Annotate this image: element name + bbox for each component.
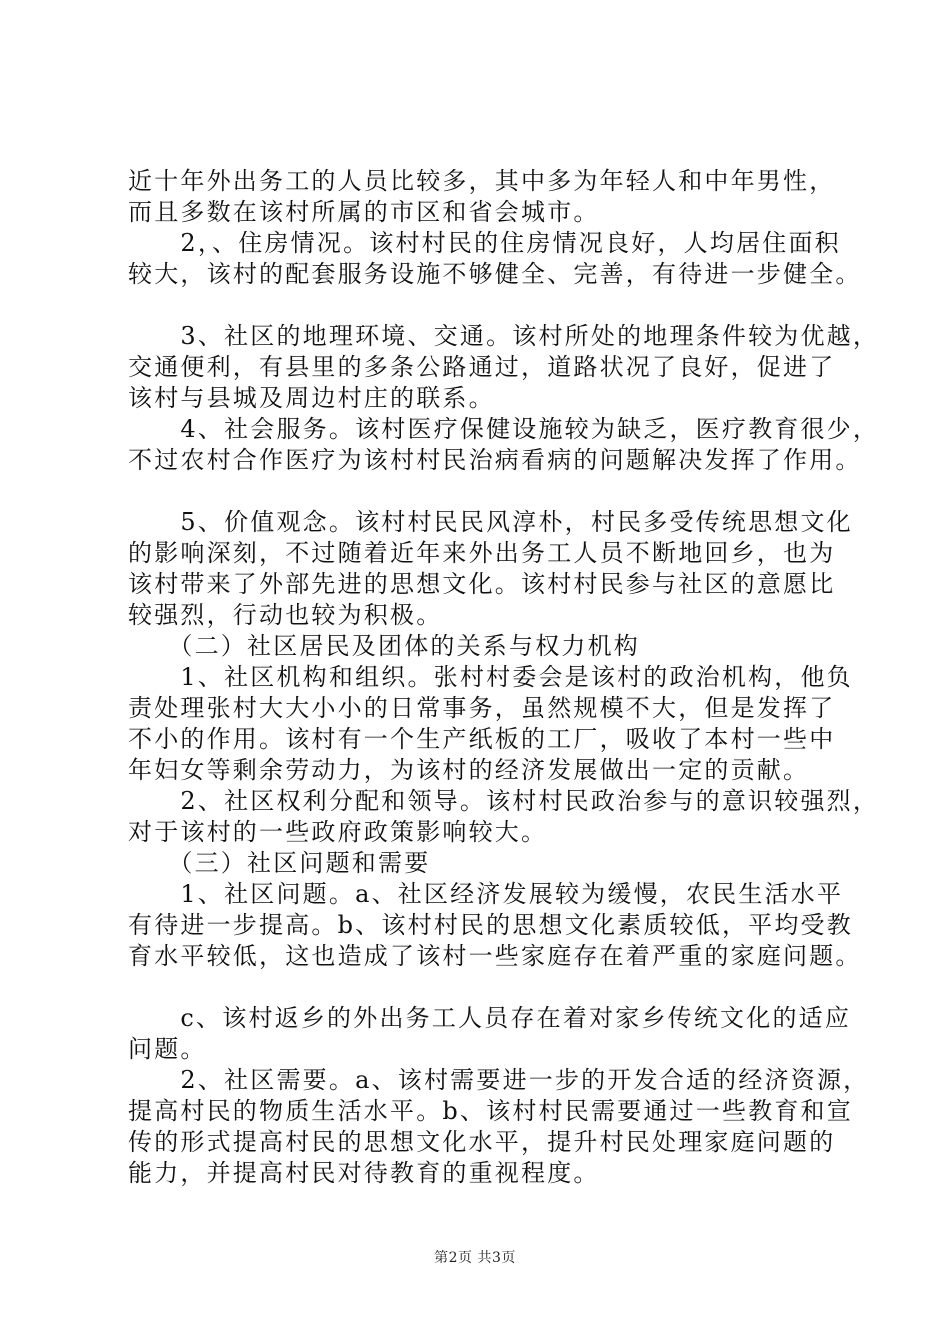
text-line: 不过农村合作医疗为该村村民治病看病的问题解决发挥了作用。	[128, 446, 862, 474]
text-line: 较大，该村的配套服务设施不够健全、完善，有待进一步健全。	[128, 260, 862, 288]
text-line: 能力，并提高村民对待教育的重视程度。	[128, 1159, 600, 1187]
text-line: 3、社区的地理环境、交通。该村所处的地理条件较为优越，	[128, 322, 880, 350]
text-line: 2，、住房情况。该村村民的住房情况良好，人均居住面积	[128, 229, 841, 257]
text-line: 该村带来了外部先进的思想文化。该村村民参与社区的意愿比	[128, 570, 836, 598]
text-line: 责处理张村大大小小的日常事务，虽然规模不大，但是发挥了	[128, 694, 836, 722]
blank-line	[128, 972, 858, 1003]
text-line: 育水平较低，这也造成了该村一些家庭存在着严重的家庭问题。	[128, 942, 862, 970]
document-body	[128, 166, 880, 1189]
text-line: 5、价值观念。该村村民民风淳朴，村民多受传统思想文化	[128, 508, 853, 536]
text-line: 1、社区问题。a、社区经济发展较为缓慢，农民生活水平	[128, 880, 844, 908]
text-line: 较强烈，行动也较为积极。	[128, 601, 443, 629]
text-line: （二）社区居民及团体的关系与权力机构	[128, 632, 640, 660]
text-line: 问题。	[128, 1035, 207, 1063]
blank-line	[128, 476, 858, 507]
text-line: 而且多数在该村所属的市区和省会城市。	[128, 198, 600, 226]
text-line: 不小的作用。该村有一个生产纸板的工厂，吸收了本村一些中	[128, 725, 836, 753]
text-line: 1、社区机构和组织。张村村委会是该村的政治机构，他负	[128, 663, 853, 691]
text-line: 提高村民的物质生活水平。b、该村村民需要通过一些教育和宣	[128, 1097, 853, 1125]
text-line: 2、社区权利分配和领导。该村村民政治参与的意识较强烈，	[128, 787, 880, 815]
text-line: 传的形式提高村民的思想文化水平，提升村民处理家庭问题的	[128, 1128, 836, 1156]
text-line: 该村与县城及周边村庄的联系。	[128, 384, 495, 412]
blank-line	[128, 290, 858, 321]
text-line: 有待进一步提高。b、该村村民的思想文化素质较低，平均受教	[128, 911, 853, 939]
text-line: 对于该村的一些政府政策影响较大。	[128, 818, 548, 846]
text-line: （三）社区问题和需要	[128, 849, 431, 877]
text-line: 交通便利，有县里的多条公路通过，道路状况了良好，促进了	[128, 353, 836, 381]
text-line: 近十年外出务工的人员比较多，其中多为年轻人和中年男性，	[128, 167, 836, 195]
page-footer: 第2页 共3页	[434, 1250, 516, 1266]
text-line: 年妇女等剩余劳动力，为该村的经济发展做出一定的贡献。	[128, 756, 810, 784]
text-line: 4、社会服务。该村医疗保健设施较为缺乏，医疗教育很少，	[128, 415, 880, 443]
text-line: 的影响深刻，不过随着近年来外出务工人员不断地回乡，也为	[128, 539, 836, 567]
text-line: 2、社区需要。a、该村需要进一步的开发合适的经济资源，	[128, 1066, 870, 1094]
text-line: c、该村返乡的外出务工人员存在着对家乡传统文化的适应	[128, 1004, 852, 1032]
